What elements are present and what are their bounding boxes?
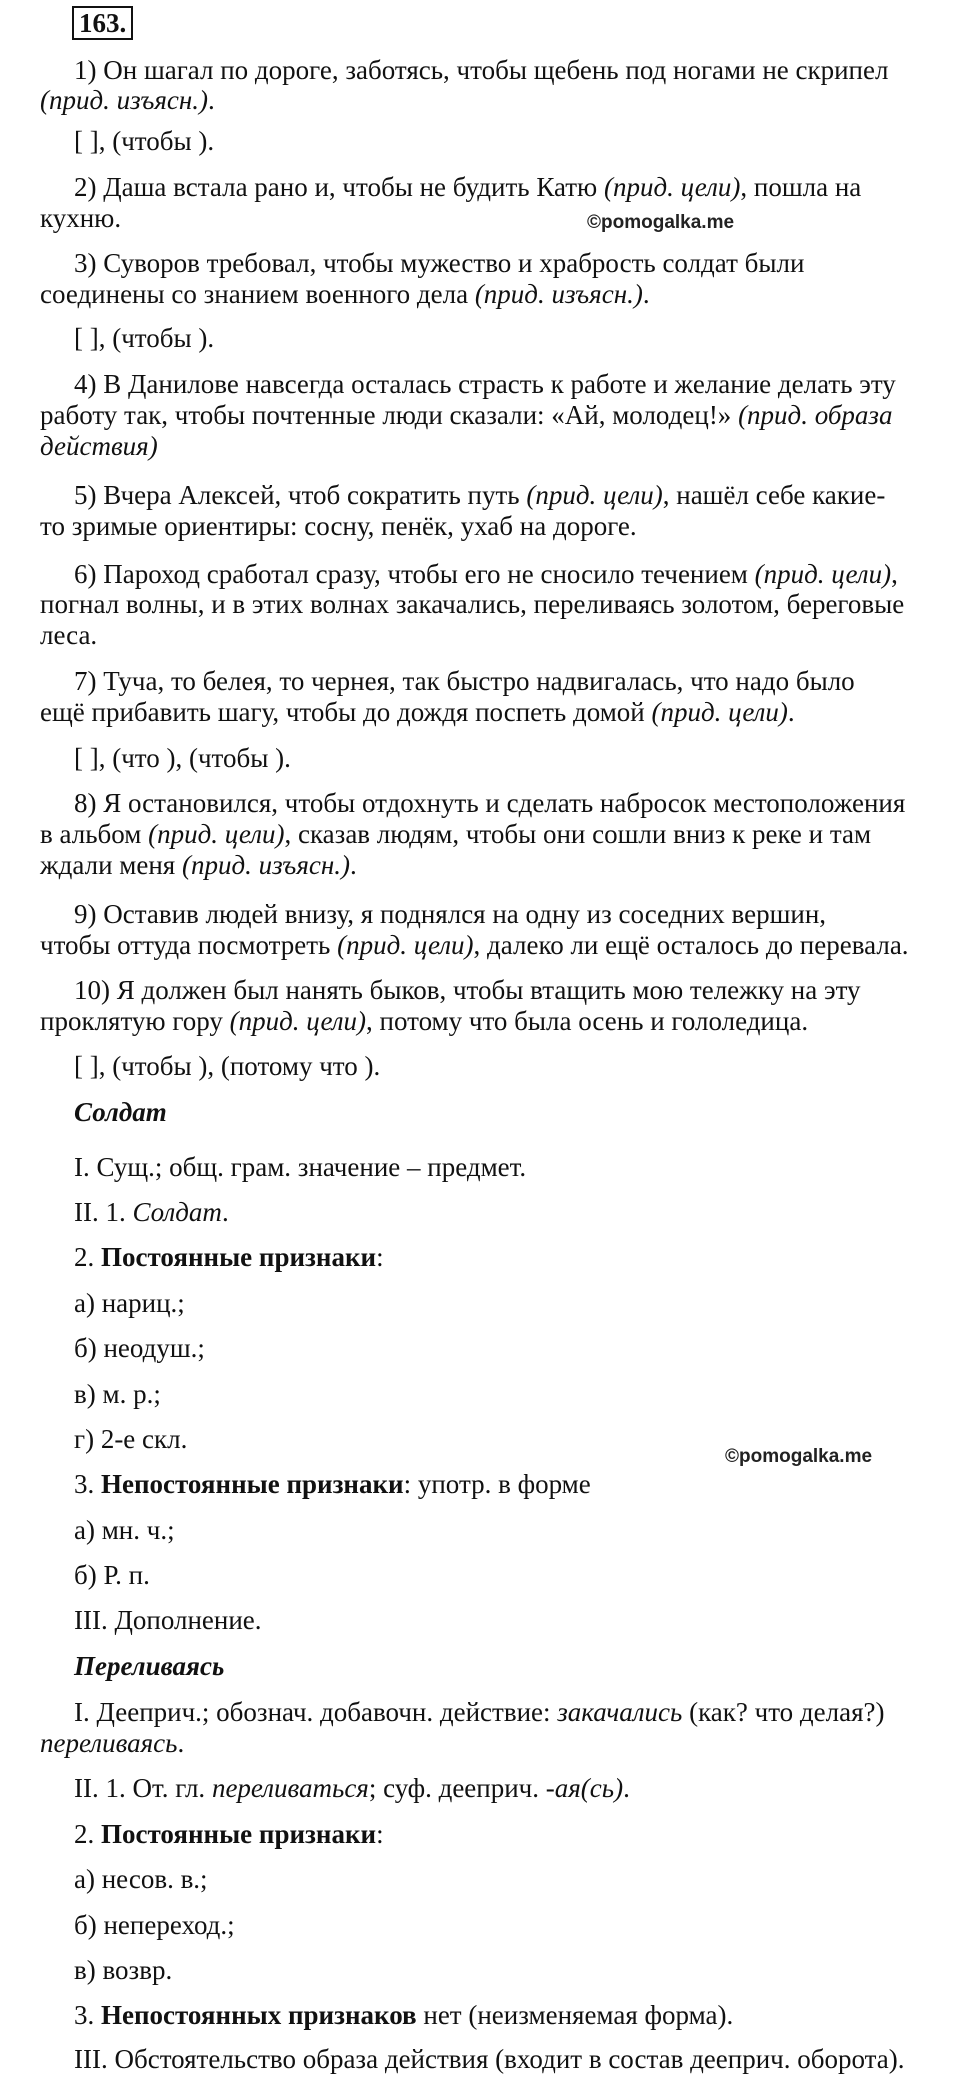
analysis-soldat-title: Солдат	[74, 1097, 167, 1127]
sentence-6-line-2: погнал волны, и в этих волнах закачались, переливаясь золотом, береговые	[40, 589, 905, 619]
analysis-pereliv-item: переливаясь.	[40, 1728, 185, 1758]
sentence-10-line-1: 10) Я должен был нанять быков, чтобы втащить мою тележку на эту	[74, 975, 861, 1005]
sentence-1-line-1: 1) Он шагал по дороге, заботясь, чтобы щебень под ногами не скрипел	[74, 55, 889, 85]
sentence-6-line-1: 6) Пароход сработал сразу, чтобы его не сносило течением (прид. цели),	[74, 559, 898, 589]
sentence-7-line-2: ещё прибавить шагу, чтобы до дождя поспеть домой (прид. цели).	[40, 697, 795, 727]
sentence-8-line-1: 8) Я остановился, чтобы отдохнуть и сделать набросок местоположения	[74, 788, 906, 818]
sentence-9-line-2: чтобы оттуда посмотреть (прид. цели), далеко ли ещё осталось до перевала.	[40, 930, 909, 960]
analysis-soldat-item: а) мн. ч.;	[74, 1515, 175, 1545]
sentence-9-line-1: 9) Оставив людей внизу, я поднялся на одну из соседних вершин,	[74, 899, 827, 929]
sentence-10-line-2: проклятую гору (прид. цели), потому что была осень и гололедица.	[40, 1006, 809, 1036]
sentence-3-scheme: [ ], (чтобы ).	[74, 323, 215, 353]
sentence-4-line-1: 4) В Данилове навсегда осталась страсть к работе и желание делать эту	[74, 369, 896, 399]
sentence-1-scheme: [ ], (чтобы ).	[74, 126, 215, 156]
sentence-8-line-2: в альбом (прид. цели), сказав людям, чтобы они сошли вниз к реке и там	[40, 819, 872, 849]
sentence-3-line-1: 3) Суворов требовал, чтобы мужество и храбрость солдат были	[74, 248, 805, 278]
watermark: ©pomogalka.me	[587, 212, 735, 233]
analysis-pereliv-item: II. 1. От. гл. переливаться; суф. дееприч. -ая(сь).	[74, 1773, 630, 1803]
sentence-7-line-1: 7) Туча, то белея, то чернея, так быстро надвигалась, что надо было	[74, 666, 855, 696]
sentence-10-scheme: [ ], (чтобы ), (потому что ).	[74, 1051, 381, 1081]
analysis-soldat-item: в) м. р.;	[74, 1379, 161, 1409]
analysis-pereliv-item: 2. Постоянные признаки:	[74, 1819, 384, 1849]
analysis-soldat-item: 3. Непостоянные признаки: употр. в форме	[74, 1469, 591, 1499]
sentence-5-line-1: 5) Вчера Алексей, чтоб сократить путь (прид. цели), нашёл себе какие-	[74, 480, 886, 510]
watermark: ©pomogalka.me	[725, 1446, 873, 1467]
sentence-8-line-3: ждали меня (прид. изъясн.).	[40, 850, 357, 880]
analysis-pereliv-item: б) непереход.;	[74, 1910, 235, 1940]
analysis-pereliv-item: I. Дееприч.; обознач. добавочн. действие: закачались (как? что делая?)	[74, 1697, 885, 1727]
sentence-4-line-2: работу так, чтобы почтенные люди сказали: «Ай, молодец!» (прид. образа	[40, 400, 893, 430]
analysis-pereliv-item: III. Обстоятельство образа действия (входит в состав дееприч. оборота).	[74, 2044, 905, 2074]
sentence-2-line-1: 2) Даша встала рано и, чтобы не будить Катю (прид. цели), пошла на	[74, 172, 862, 202]
sentence-3-line-2: соединены со знанием военного дела (прид. изъясн.).	[40, 279, 650, 309]
analysis-pereliv-item: а) несов. в.;	[74, 1864, 208, 1894]
analysis-pereliv-item: в) возвр.	[74, 1955, 173, 1985]
analysis-soldat-item: 2. Постоянные признаки:	[74, 1242, 384, 1272]
sentence-6-line-3: леса.	[40, 620, 98, 650]
analysis-pereliv-title: Переливаясь	[74, 1651, 225, 1681]
sentence-7-scheme: [ ], (что ), (чтобы ).	[74, 743, 291, 773]
sentence-4-line-3: действия)	[40, 431, 158, 461]
sentence-2-line-2: кухню.	[40, 203, 122, 233]
sentence-1-line-2: (прид. изъясн.).	[40, 85, 215, 115]
task-number: 163.	[72, 6, 133, 40]
sentence-5-line-2: то зримые ориентиры: сосну, пенёк, ухаб на дороге.	[40, 511, 637, 541]
analysis-soldat-item: б) неодуш.;	[74, 1333, 205, 1363]
analysis-soldat-item: б) Р. п.	[74, 1560, 150, 1590]
analysis-soldat-item: г) 2-е скл.	[74, 1424, 188, 1454]
analysis-soldat-item: III. Дополнение.	[74, 1605, 262, 1635]
analysis-pereliv-item: 3. Непостоянных признаков нет (неизменяемая форма).	[74, 2000, 734, 2030]
analysis-soldat-item: I. Сущ.; общ. грам. значение – предмет.	[74, 1152, 527, 1182]
analysis-soldat-item: а) нариц.;	[74, 1288, 185, 1318]
analysis-soldat-item: II. 1. Солдат.	[74, 1197, 229, 1227]
